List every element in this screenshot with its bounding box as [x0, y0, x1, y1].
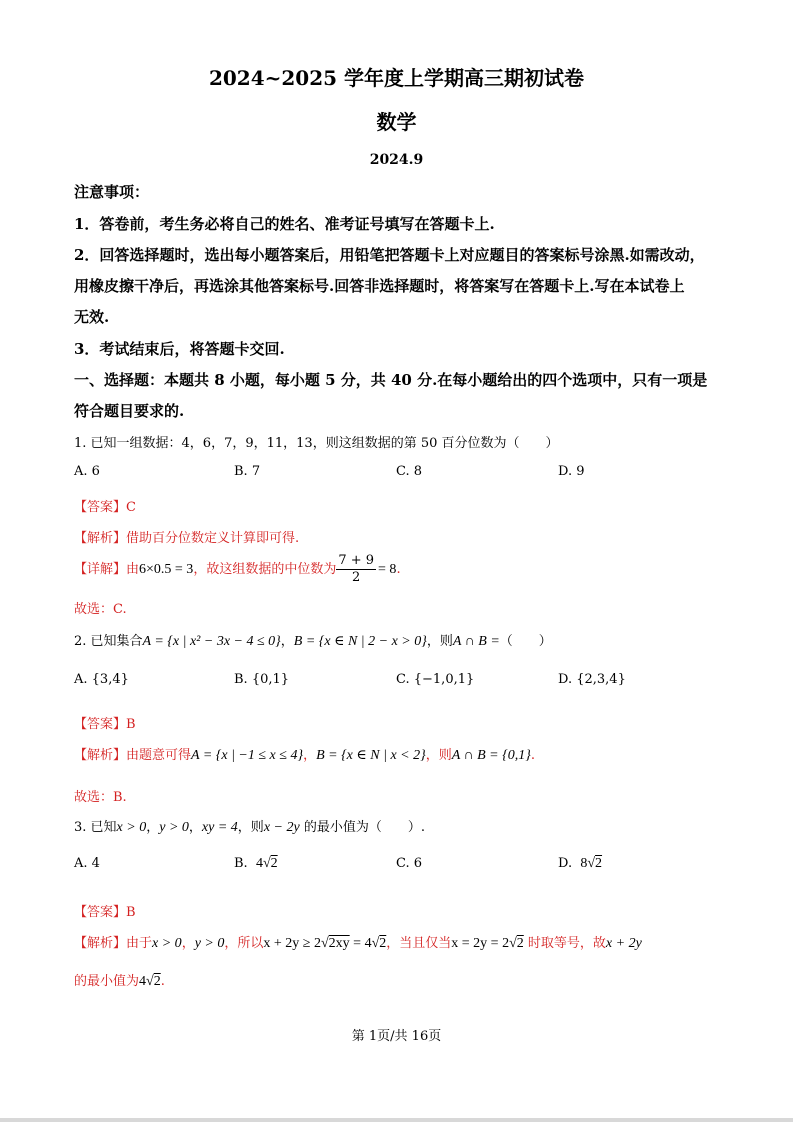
q3-an-condition: x = 2y = 2√2 [451, 936, 524, 951]
q3-option-d-coef: 8 [580, 856, 588, 871]
q3-l2-end: . [160, 974, 165, 989]
q3-an-prefix: 【解析】由于 [74, 936, 153, 951]
page-number: 第 1页/共 16页 [351, 1029, 442, 1044]
q1-detail-mid: ，故这组数据的中位数为 [193, 562, 337, 577]
q3-an-rad-3: 2 [516, 936, 524, 951]
section-heading-line-1: 一、选择题：本题共 8 小题，每小题 5 分，共 40 分.在每小题给出的四个选项中，只有一项是 [74, 371, 708, 389]
q1-option-b: B. 7 [234, 464, 261, 479]
q3-an-rad-1: 2xy [328, 936, 350, 951]
q3-an-so: ，所以 [224, 936, 264, 951]
note-1: 1．答卷前，考生务必将自己的姓名、准考证号填写在答题卡上. [74, 215, 495, 233]
note-2-line-3: 无效. [74, 308, 110, 326]
q3-l2-rad: 2 [153, 974, 161, 989]
q2-choose: 故选：B. [74, 790, 127, 805]
q2-result: A ∩ B = {0,1} [451, 748, 531, 763]
q3-cond-3: xy = 4 [201, 820, 238, 835]
q2-analysis [74, 744, 535, 764]
q3-option-d [558, 856, 602, 872]
q3-l2-value: 4√2 [139, 974, 161, 989]
q3-option-b-rad: 2 [270, 856, 278, 871]
subject-title: 数学 [376, 110, 417, 134]
q3-option-b-value: 4√2 [255, 856, 278, 871]
q3-expr: x − 2y [263, 820, 300, 835]
q3-l2-coef: 4 [139, 974, 147, 989]
q2-set-a: A = {x | x² − 3x − 4 ≤ 0} [142, 634, 281, 649]
note-2-line-2: 用橡皮擦干净后，再选涂其他答案标号.回答非选择题时，将答案写在答题卡上.写在本试卷上 [74, 277, 685, 295]
q3-an-expr: x + 2y [605, 936, 642, 951]
q2-stem-prefix: 2. 已知集合 [74, 634, 143, 649]
q1-detail-prefix: 【详解】由 [74, 562, 140, 577]
q2-analysis-prefix: 【解析】由题意可得 [74, 748, 192, 763]
q2-set-b: B = {x ∈ N | 2 − x > 0} [293, 634, 427, 649]
page-bottom-divider [0, 1118, 793, 1122]
q3-cond-2: y > 0 [159, 820, 189, 835]
q2-ask: A ∩ B = [452, 634, 500, 649]
q2-sep: ， [280, 634, 294, 649]
exam-title: 2024~2025 学年度上学期高三期初试卷 [208, 66, 585, 90]
q2-comma: ， [303, 748, 317, 763]
q3-option-c: C. 6 [396, 856, 423, 871]
q3-ze: ，则 [237, 820, 264, 835]
q3-option-a: A. 4 [74, 856, 100, 871]
note-3: 3．考试结束后，将答题卡交回. [74, 340, 285, 358]
q2-paren: （ ） [499, 634, 552, 649]
q2-option-b: B. {0,1} [234, 672, 290, 687]
q2-a-value: A = {x | −1 ≤ x ≤ 4} [191, 748, 304, 763]
q1-detail-expr: 6×0.5 = 3 [139, 562, 194, 577]
q1-option-d: D. 9 [558, 464, 585, 479]
q2-b-value: B = {x ∈ N | x < 2} [316, 748, 426, 763]
q3-stem: 3. 已知x > 0，y > 0，xy = 4，则x − 2y 的最小值为（ ）. [74, 820, 425, 835]
notes-heading: 注意事项： [74, 183, 150, 201]
q3-option-d-value: 8√2 [580, 856, 603, 871]
note-2-line-1: 2．回答选择题时，选出每小题答案后，用铅笔把答题卡上对应题目的答案标号涂黑.如需改动， [74, 246, 705, 264]
exam-date: 2024.9 [369, 152, 424, 168]
q3-an-inequality: x + 2y ≥ 2√2xy = 4√2 [263, 936, 387, 951]
q3-option-d-label: D. [558, 856, 573, 871]
q3-an-cond: x = 2y = 2 [451, 936, 510, 951]
q3-option-b-label: B. [234, 856, 248, 871]
q1-median-fraction [336, 553, 376, 586]
q1-option-a: A. 6 [74, 464, 100, 479]
q1-detail [74, 553, 401, 586]
q1-analysis: 【解析】借助百分位数定义计算即可得. [74, 531, 300, 546]
q3-stem-prefix: 3. 已知 [74, 820, 117, 835]
q3-an-cond-1: x > 0 [152, 936, 182, 951]
q3-an-tail: 时取等号，故 [523, 936, 606, 951]
q3-cond-1: x > 0 [116, 820, 147, 835]
q1-frac-den: 2 [352, 570, 361, 585]
q2-option-a: A. {3,4} [74, 672, 129, 687]
q1-detail-end: . [396, 562, 401, 577]
q3-an-rad-2: 2 [379, 936, 387, 951]
q3-an-when: ，当且仅当 [386, 936, 452, 951]
q3-option-d-rad: 2 [595, 856, 603, 871]
q3-option-b [234, 856, 278, 872]
q3-answer: 【答案】B [74, 905, 136, 920]
q2-stem-suffix: ，则 [426, 634, 453, 649]
q1-answer: 【答案】C [74, 500, 136, 515]
q3-analysis-line-2 [74, 970, 165, 990]
q1-choose: 故选：C. [74, 602, 127, 617]
q3-option-b-coef: 4 [255, 856, 263, 871]
q3-l2-prefix: 的最小值为 [74, 974, 140, 989]
q3-analysis-line-1: 【解析】由于x > 0，y > 0，所以x + 2y ≥ 2√2xy = 4√2，当且仅当x = 2y = 2√2 时取等号，故x + 2y [74, 936, 642, 951]
q2-answer: 【答案】B [74, 717, 136, 732]
q1-stem: 1. 已知一组数据：4，6，7，9，11，13，则这组数据的第 50 百分位数为（ ） [74, 436, 559, 451]
q1-frac-num: 7 + 9 [338, 553, 375, 568]
q1-frac-result: = 8 [378, 562, 397, 577]
q3-an-eq: = 4 [349, 936, 372, 951]
q2-option-c: C. {−1,0,1} [396, 672, 475, 687]
q3-an-cond-2: y > 0 [194, 936, 225, 951]
q3-stem-suffix: 的最小值为（ ）. [299, 820, 425, 835]
q1-option-c: C. 8 [396, 464, 423, 479]
q2-stem [74, 630, 552, 650]
q2-end: . [530, 748, 535, 763]
q2-option-d: D. {2,3,4} [558, 672, 626, 687]
q2-then: ，则 [425, 748, 452, 763]
section-heading-line-2: 符合题目要求的. [74, 402, 185, 420]
q3-an-ineq-left: x + 2y ≥ 2 [263, 936, 321, 951]
